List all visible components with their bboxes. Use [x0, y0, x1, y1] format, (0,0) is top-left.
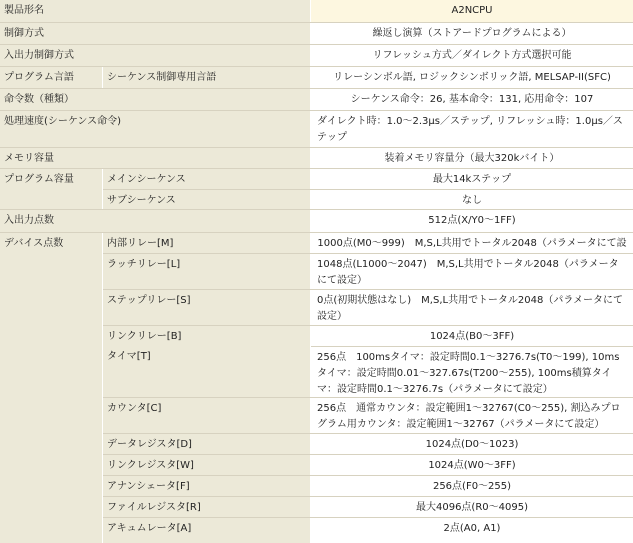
value-timer: 256点 100msタイマ：設定時間0.1〜3276.7s(T0〜199), 10msタイマ：設定時間0.01〜327.67s(T200〜255), 100ms積算タイマ：設定時間0.1〜3276.7s（パラメータにて設定） — [311, 347, 633, 397]
sublabel-data-register: データレジスタ[D] — [103, 434, 310, 454]
sublabel-accumulator: アキュムレータ[A] — [103, 518, 310, 543]
value-processing-speed: ダイレクト時：1.0〜2.3μs／ステップ, リフレッシュ時：1.0μs／ステップ — [311, 111, 633, 147]
value-accumulator: 2点(A0, A1) — [311, 518, 633, 543]
label-product-model: 製品形名 — [0, 0, 310, 22]
sublabel-step-relay: ステップリレー[S] — [103, 290, 310, 325]
value-product-model: A2NCPU — [311, 0, 633, 22]
value-counter: 256点 通常カウンタ：設定範囲1〜32767(C0〜255), 割込みプログラム用カウンタ：設定範囲1〜32767（パラメータにて設定） — [311, 398, 633, 433]
sublabel-counter: カウンタ[C] — [103, 398, 310, 433]
sublabel-latch-relay: ラッチリレー[L] — [103, 254, 310, 289]
value-io-control-method: リフレッシュ方式／ダイレクト方式選択可能 — [311, 45, 633, 66]
value-main-sequence: 最大14kステップ — [311, 169, 633, 189]
value-link-relay: 1024点(B0〜3FF) — [311, 326, 633, 346]
value-file-register: 最大4096点(R0〜4095) — [311, 497, 633, 517]
sublabel-sub-sequence: サブシーケンス — [103, 190, 310, 209]
value-latch-relay: 1048点(L1000〜2047) M,S,L共用でトータル2048（パラメータにて設定） — [311, 254, 633, 289]
label-control-method: 制御方式 — [0, 23, 310, 44]
sublabel-link-relay: リンクリレー[B] — [103, 326, 310, 346]
value-link-register: 1024点(W0〜3FF) — [311, 455, 633, 475]
sublabel-sequence-language: シーケンス制御専用言語 — [103, 67, 310, 88]
value-annunciator: 256点(F0〜255) — [311, 476, 633, 496]
sublabel-internal-relay: 内部リレー[M] — [103, 233, 310, 253]
label-processing-speed: 処理速度(シーケンス命令) — [0, 111, 310, 147]
sublabel-timer: タイマ[T] — [103, 346, 310, 397]
value-data-register: 1024点(D0〜1023) — [311, 434, 633, 454]
label-program-language: プログラム言語 — [0, 67, 102, 88]
value-control-method: 繰返し演算（ストアードプログラムによる） — [311, 23, 633, 44]
label-io-points: 入出力点数 — [0, 210, 310, 232]
value-sub-sequence: なし — [311, 190, 633, 209]
value-program-language: リレーシンボル語, ロジックシンボリック語, MELSAP-II(SFC) — [311, 67, 633, 88]
value-memory-capacity: 装着メモリ容量分（最大320kバイト） — [311, 148, 633, 168]
label-device-points: デバイス点数 — [0, 233, 102, 543]
sublabel-main-sequence: メインシーケンス — [103, 169, 310, 189]
sublabel-file-register: ファイルレジスタ[R] — [103, 497, 310, 517]
label-instruction-count: 命令数（種類） — [0, 89, 310, 110]
value-instruction-count: シーケンス命令：26, 基本命令：131, 応用命令：107 — [311, 89, 633, 110]
sublabel-annunciator: アナンシェータ[F] — [103, 476, 310, 496]
label-program-capacity: プログラム容量 — [0, 169, 102, 209]
value-internal-relay: 1000点(M0〜999) M,S,L共用でトータル2048（パラメータにて設 — [311, 233, 633, 253]
label-memory-capacity: メモリ容量 — [0, 148, 310, 168]
value-io-points: 512点(X/Y0〜1FF) — [311, 210, 633, 232]
sublabel-link-register: リンクレジスタ[W] — [103, 455, 310, 475]
value-step-relay: 0点(初期状態はなし) M,S,L共用でトータル2048（パラメータにて設定） — [311, 290, 633, 325]
label-io-control-method: 入出力制御方式 — [0, 45, 310, 66]
